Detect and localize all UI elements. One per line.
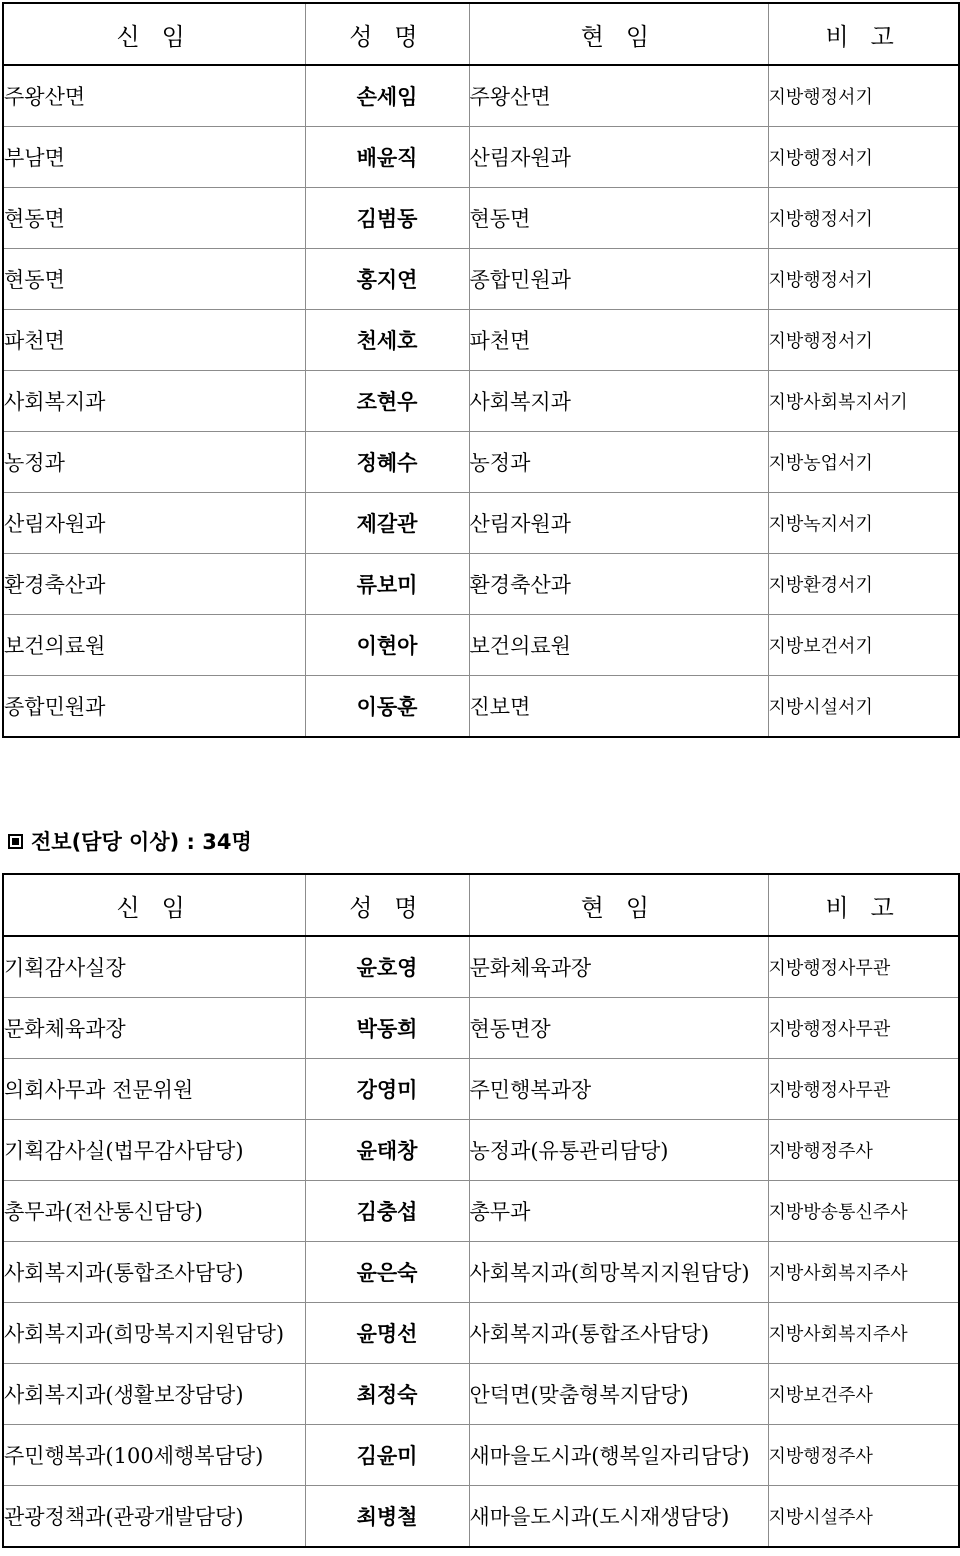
new-post-cell: 보건의료원 bbox=[3, 615, 305, 676]
current-post-cell: 안덕면(맞춤형복지담당) bbox=[469, 1364, 768, 1425]
remarks-cell: 지방행정주사 bbox=[768, 1425, 959, 1486]
new-post-cell: 부남면 bbox=[3, 127, 305, 188]
person-name-cell: 천세호 bbox=[305, 310, 469, 371]
current-post-cell: 파천면 bbox=[469, 310, 768, 371]
table-row bbox=[3, 936, 959, 998]
table-row bbox=[3, 432, 959, 493]
remarks-cell: 지방행정서기 bbox=[768, 188, 959, 249]
person-name-cell: 정혜수 bbox=[305, 432, 469, 493]
table-header-row bbox=[3, 874, 959, 936]
current-post-cell: 농정과 bbox=[469, 432, 768, 493]
new-post-cell: 사회복지과(희망복지지원담당) bbox=[3, 1303, 305, 1364]
table-header-row bbox=[3, 3, 959, 65]
table-row bbox=[3, 615, 959, 676]
person-name-cell: 김충섭 bbox=[305, 1181, 469, 1242]
table-row bbox=[3, 1364, 959, 1425]
table-row bbox=[3, 998, 959, 1059]
person-name-cell: 조현우 bbox=[305, 371, 469, 432]
remarks-cell: 지방행정사무관 bbox=[768, 998, 959, 1059]
new-post-cell: 주왕산면 bbox=[3, 65, 305, 127]
person-name-cell: 류보미 bbox=[305, 554, 469, 615]
table-row bbox=[3, 493, 959, 554]
person-name-cell: 김범동 bbox=[305, 188, 469, 249]
person-name-cell: 제갈관 bbox=[305, 493, 469, 554]
header-new-post: 신 임 bbox=[3, 874, 305, 936]
remarks-cell: 지방행정서기 bbox=[768, 65, 959, 127]
remarks-cell: 지방농업서기 bbox=[768, 432, 959, 493]
remarks-cell: 지방방송통신주사 bbox=[768, 1181, 959, 1242]
current-post-cell: 현동면장 bbox=[469, 998, 768, 1059]
new-post-cell: 환경축산과 bbox=[3, 554, 305, 615]
table-row bbox=[3, 1303, 959, 1364]
person-name-cell: 박동희 bbox=[305, 998, 469, 1059]
header-new-post: 신 임 bbox=[3, 3, 305, 65]
current-post-cell: 산림자원과 bbox=[469, 493, 768, 554]
current-post-cell: 주왕산면 bbox=[469, 65, 768, 127]
header-current-post: 현 임 bbox=[469, 874, 768, 936]
person-name-cell: 손세임 bbox=[305, 65, 469, 127]
new-post-cell: 문화체육과장 bbox=[3, 998, 305, 1059]
current-post-cell: 새마을도시과(행복일자리담당) bbox=[469, 1425, 768, 1486]
table-row bbox=[3, 1486, 959, 1548]
current-post-cell: 현동면 bbox=[469, 188, 768, 249]
current-post-cell: 진보면 bbox=[469, 676, 768, 738]
header-name: 성 명 bbox=[305, 874, 469, 936]
square-bullet-icon bbox=[8, 834, 23, 849]
current-post-cell: 보건의료원 bbox=[469, 615, 768, 676]
table-row bbox=[3, 249, 959, 310]
remarks-cell: 지방사회복지주사 bbox=[768, 1303, 959, 1364]
person-name-cell: 강영미 bbox=[305, 1059, 469, 1120]
table-row bbox=[3, 65, 959, 127]
person-name-cell: 이동훈 bbox=[305, 676, 469, 738]
person-name-cell: 홍지연 bbox=[305, 249, 469, 310]
table-body bbox=[3, 936, 959, 1547]
new-post-cell: 주민행복과(100세행복담당) bbox=[3, 1425, 305, 1486]
person-name-cell: 김윤미 bbox=[305, 1425, 469, 1486]
remarks-cell: 지방행정서기 bbox=[768, 127, 959, 188]
new-post-cell: 관광정책과(관광개발담당) bbox=[3, 1486, 305, 1548]
remarks-cell: 지방시설서기 bbox=[768, 676, 959, 738]
current-post-cell: 농정과(유통관리담당) bbox=[469, 1120, 768, 1181]
new-post-cell: 의회사무과 전문위원 bbox=[3, 1059, 305, 1120]
person-name-cell: 이현아 bbox=[305, 615, 469, 676]
table-row bbox=[3, 1425, 959, 1486]
remarks-cell: 지방보건주사 bbox=[768, 1364, 959, 1425]
current-post-cell: 사회복지과 bbox=[469, 371, 768, 432]
table-row bbox=[3, 310, 959, 371]
remarks-cell: 지방녹지서기 bbox=[768, 493, 959, 554]
appointments-table-2 bbox=[2, 873, 960, 1548]
new-post-cell: 사회복지과(생활보장담당) bbox=[3, 1364, 305, 1425]
current-post-cell: 총무과 bbox=[469, 1181, 768, 1242]
remarks-cell: 지방행정주사 bbox=[768, 1120, 959, 1181]
remarks-cell: 지방행정사무관 bbox=[768, 1059, 959, 1120]
header-remarks: 비 고 bbox=[768, 874, 959, 936]
remarks-cell: 지방행정서기 bbox=[768, 249, 959, 310]
header-name: 성 명 bbox=[305, 3, 469, 65]
table-row bbox=[3, 676, 959, 738]
person-name-cell: 최정숙 bbox=[305, 1364, 469, 1425]
new-post-cell: 농정과 bbox=[3, 432, 305, 493]
section-title: 전보(담당 이상) : 34명 bbox=[31, 830, 252, 854]
new-post-cell: 기획감사실(법무감사담당) bbox=[3, 1120, 305, 1181]
person-name-cell: 최병철 bbox=[305, 1486, 469, 1548]
person-name-cell: 배윤직 bbox=[305, 127, 469, 188]
new-post-cell: 기획감사실장 bbox=[3, 936, 305, 998]
current-post-cell: 환경축산과 bbox=[469, 554, 768, 615]
table-row bbox=[3, 1242, 959, 1303]
current-post-cell: 문화체육과장 bbox=[469, 936, 768, 998]
person-name-cell: 윤명선 bbox=[305, 1303, 469, 1364]
new-post-cell: 총무과(전산통신담당) bbox=[3, 1181, 305, 1242]
remarks-cell: 지방사회복지서기 bbox=[768, 371, 959, 432]
new-post-cell: 사회복지과 bbox=[3, 371, 305, 432]
remarks-cell: 지방행정서기 bbox=[768, 310, 959, 371]
table-body bbox=[3, 65, 959, 737]
table-row bbox=[3, 127, 959, 188]
remarks-cell: 지방환경서기 bbox=[768, 554, 959, 615]
current-post-cell: 주민행복과장 bbox=[469, 1059, 768, 1120]
remarks-cell: 지방행정사무관 bbox=[768, 936, 959, 998]
table-row bbox=[3, 188, 959, 249]
header-current-post: 현 임 bbox=[469, 3, 768, 65]
person-name-cell: 윤태창 bbox=[305, 1120, 469, 1181]
appointments-table-1 bbox=[2, 2, 960, 738]
person-name-cell: 윤은숙 bbox=[305, 1242, 469, 1303]
remarks-cell: 지방시설주사 bbox=[768, 1486, 959, 1548]
table-row bbox=[3, 554, 959, 615]
new-post-cell: 종합민원과 bbox=[3, 676, 305, 738]
table-row bbox=[3, 371, 959, 432]
header-remarks: 비 고 bbox=[768, 3, 959, 65]
section-heading bbox=[8, 826, 252, 856]
table-row bbox=[3, 1181, 959, 1242]
remarks-cell: 지방보건서기 bbox=[768, 615, 959, 676]
table-row bbox=[3, 1120, 959, 1181]
current-post-cell: 새마을도시과(도시재생담당) bbox=[469, 1486, 768, 1548]
current-post-cell: 사회복지과(통합조사담당) bbox=[469, 1303, 768, 1364]
current-post-cell: 사회복지과(희망복지지원담당) bbox=[469, 1242, 768, 1303]
person-name-cell: 윤호영 bbox=[305, 936, 469, 998]
current-post-cell: 종합민원과 bbox=[469, 249, 768, 310]
new-post-cell: 사회복지과(통합조사담당) bbox=[3, 1242, 305, 1303]
new-post-cell: 산림자원과 bbox=[3, 493, 305, 554]
table-row bbox=[3, 1059, 959, 1120]
remarks-cell: 지방사회복지주사 bbox=[768, 1242, 959, 1303]
current-post-cell: 산림자원과 bbox=[469, 127, 768, 188]
new-post-cell: 파천면 bbox=[3, 310, 305, 371]
new-post-cell: 현동면 bbox=[3, 188, 305, 249]
new-post-cell: 현동면 bbox=[3, 249, 305, 310]
